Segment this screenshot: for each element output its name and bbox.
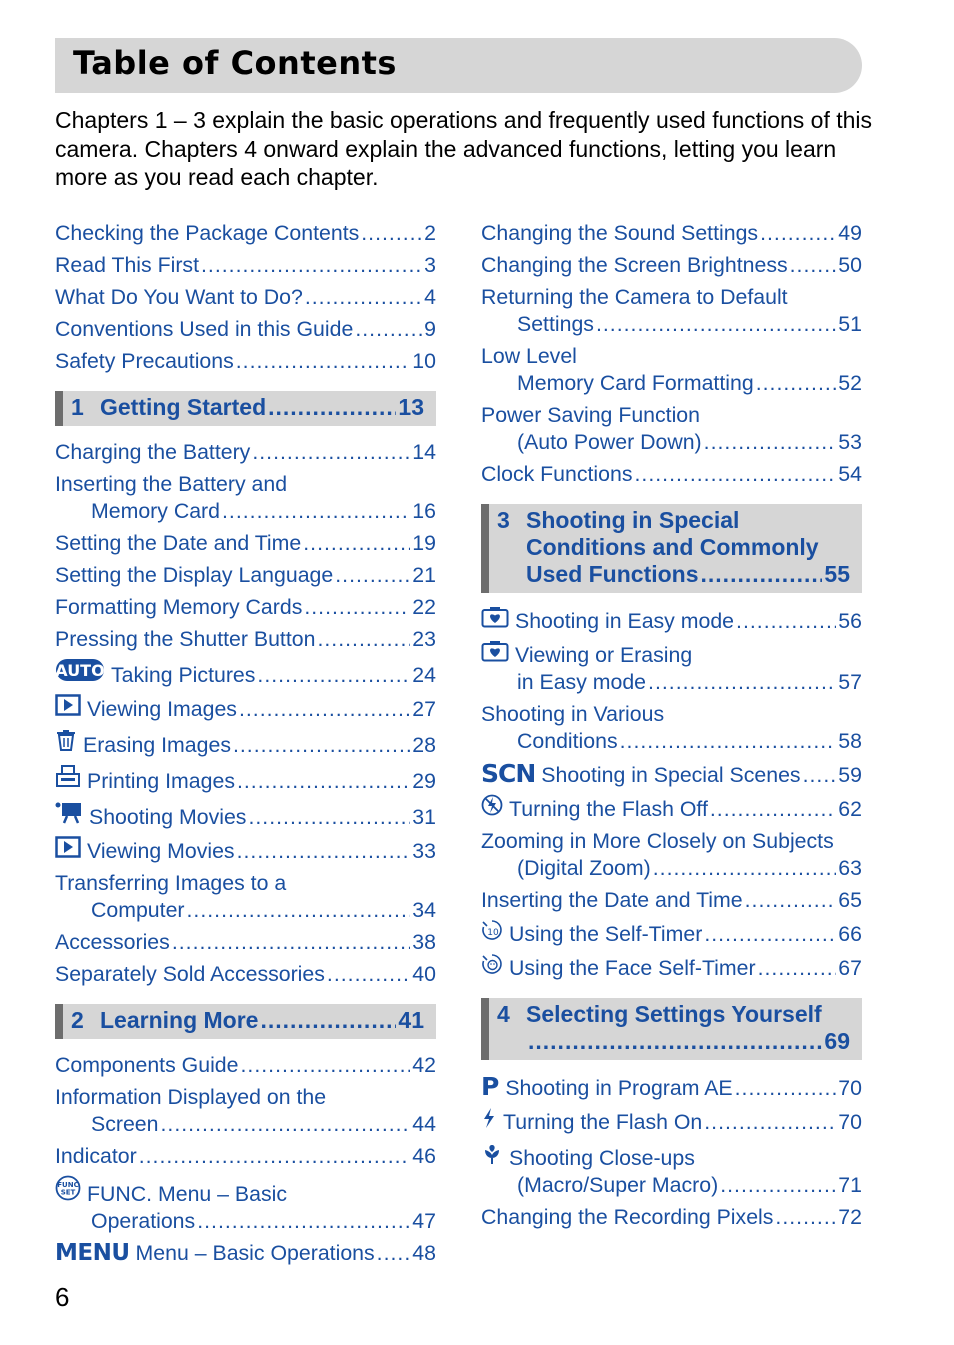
chapter-1-heading[interactable]: 1 Getting Started ..... 13: [55, 391, 436, 426]
intro-paragraph: Chapters 1 – 3 explain the basic operations and frequently used functions of this camera. Chapters 4 onward explain the advanced functions, letting you learn more as you read each chapter.: [55, 107, 873, 190]
toc-entry[interactable]: Viewing or Erasing in Easy mode ..... 57: [481, 640, 862, 696]
toc-entry[interactable]: 10 Using the Self-Timer ..... 66: [481, 919, 862, 948]
chapter-4-heading[interactable]: 4 Selecting Settings Yourself ..... 69: [481, 998, 862, 1060]
menu-icon: MENU: [55, 1240, 130, 1266]
toc-entry[interactable]: Shooting Movies ..... 31: [55, 800, 436, 831]
toc-entry[interactable]: Returning the Camera to Default Settings ..... 51: [481, 284, 862, 338]
toc-entry[interactable]: Printing Images ..... 29: [55, 764, 436, 795]
svg-text:10: 10: [487, 928, 499, 938]
svg-text:SET: SET: [60, 1188, 76, 1197]
auto-mode-icon: [55, 658, 105, 682]
toc-entry[interactable]: AUTO Taking Pictures ..... 24: [55, 658, 436, 689]
chapter-2-heading[interactable]: 2 Learning More ..... 41: [55, 1004, 436, 1039]
toc-entry[interactable]: Conventions Used in this Guide ..... 9: [55, 316, 436, 343]
toc-left-column: [55, 220, 436, 1272]
toc-entry[interactable]: Zooming in More Closely on Subjects (Digital Zoom) ..... 63: [481, 828, 862, 882]
toc-entry[interactable]: Transferring Images to a Computer ..... 34: [55, 870, 436, 924]
toc-entry[interactable]: Indicator ..... 46: [55, 1143, 436, 1170]
toc-entry[interactable]: Turning the Flash On ..... 70: [481, 1107, 862, 1136]
toc-entry[interactable]: Viewing Images ..... 27: [55, 694, 436, 723]
flash-off-icon: [481, 794, 503, 816]
toc-entry[interactable]: Low Level Memory Card Formatting ..... 52: [481, 343, 862, 397]
toc-entry[interactable]: Setting the Display Language ..... 21: [55, 562, 436, 589]
toc-entry[interactable]: Charging the Battery ..... 14: [55, 439, 436, 466]
func-set-icon: [55, 1175, 81, 1201]
toc-entry[interactable]: Checking the Package Contents ..... 2: [55, 220, 436, 247]
easy-mode-icon: [481, 640, 509, 662]
chapter-3-heading[interactable]: 3 Shooting in Special Conditions and Commonly Used Functions ..... 55: [481, 504, 862, 593]
playback-icon: [55, 836, 81, 858]
toc-entry[interactable]: Shooting in Various Conditions ..... 58: [481, 701, 862, 755]
toc-entry[interactable]: FUNC SET FUNC. Menu – Basic Operations ..... 47: [55, 1175, 436, 1235]
toc-entry[interactable]: Information Displayed on the Screen ..... 44: [55, 1084, 436, 1138]
toc-entry[interactable]: Using the Face Self-Timer ..... 67: [481, 953, 862, 982]
toc-entry[interactable]: Power Saving Function (Auto Power Down) ..... 53: [481, 402, 862, 456]
page-number: 6: [55, 1282, 70, 1312]
flash-on-icon: [481, 1107, 497, 1129]
toc-entry[interactable]: Inserting the Date and Time ..... 65: [481, 887, 862, 914]
svg-text:FUNC: FUNC: [57, 1181, 79, 1189]
toc-entry[interactable]: Erasing Images ..... 28: [55, 728, 436, 759]
toc-entry[interactable]: Read This First ..... 3: [55, 252, 436, 279]
toc-entry[interactable]: Inserting the Battery and Memory Card ..... 16: [55, 471, 436, 525]
toc-entry[interactable]: Viewing Movies ..... 33: [55, 836, 436, 865]
toc-entry[interactable]: Separately Sold Accessories ..... 40: [55, 961, 436, 988]
scn-icon: SCN: [481, 759, 536, 788]
print-icon: [55, 764, 81, 788]
title-bar: [55, 38, 862, 93]
movie-icon: [55, 800, 83, 824]
self-timer-icon: [481, 919, 503, 941]
toc-entry[interactable]: Changing the Recording Pixels ..... 72: [481, 1204, 862, 1231]
macro-icon: [481, 1141, 503, 1165]
face-self-timer-icon: [481, 953, 503, 975]
toc-entry[interactable]: Clock Functions ..... 54: [481, 461, 862, 488]
toc-entry[interactable]: SCN Shooting in Special Scenes ..... 59: [481, 760, 862, 789]
toc-entry[interactable]: What Do You Want to Do? ..... 4: [55, 284, 436, 311]
toc-entry[interactable]: Turning the Flash Off ..... 62: [481, 794, 862, 823]
toc-entry[interactable]: Shooting Close-ups (Macro/Super Macro) ..... 71: [481, 1141, 862, 1199]
svg-text:AUTO: AUTO: [55, 661, 105, 680]
program-ae-icon: P: [481, 1072, 500, 1101]
toc-entry[interactable]: Pressing the Shutter Button ..... 23: [55, 626, 436, 653]
toc-entry[interactable]: Setting the Date and Time ..... 19: [55, 530, 436, 557]
easy-mode-icon: [481, 606, 509, 628]
toc-entry[interactable]: Safety Precautions ..... 10: [55, 348, 436, 375]
erase-icon: [55, 728, 77, 752]
toc-entry[interactable]: Formatting Memory Cards ..... 22: [55, 594, 436, 621]
toc-entry[interactable]: Accessories ..... 38: [55, 929, 436, 956]
toc-entry[interactable]: Components Guide ..... 42: [55, 1052, 436, 1079]
playback-icon: [55, 694, 81, 716]
toc-entry[interactable]: Shooting in Easy mode ..... 56: [481, 606, 862, 635]
toc-entry[interactable]: Changing the Sound Settings ..... 49: [481, 220, 862, 247]
toc-entry[interactable]: P Shooting in Program AE ..... 70: [481, 1073, 862, 1102]
toc-right-column: [481, 220, 862, 1236]
toc-entry[interactable]: Changing the Screen Brightness ..... 50: [481, 252, 862, 279]
toc-entry[interactable]: MENU Menu – Basic Operations ..... 48: [55, 1240, 436, 1267]
page-title: Table of Contents: [73, 44, 397, 82]
